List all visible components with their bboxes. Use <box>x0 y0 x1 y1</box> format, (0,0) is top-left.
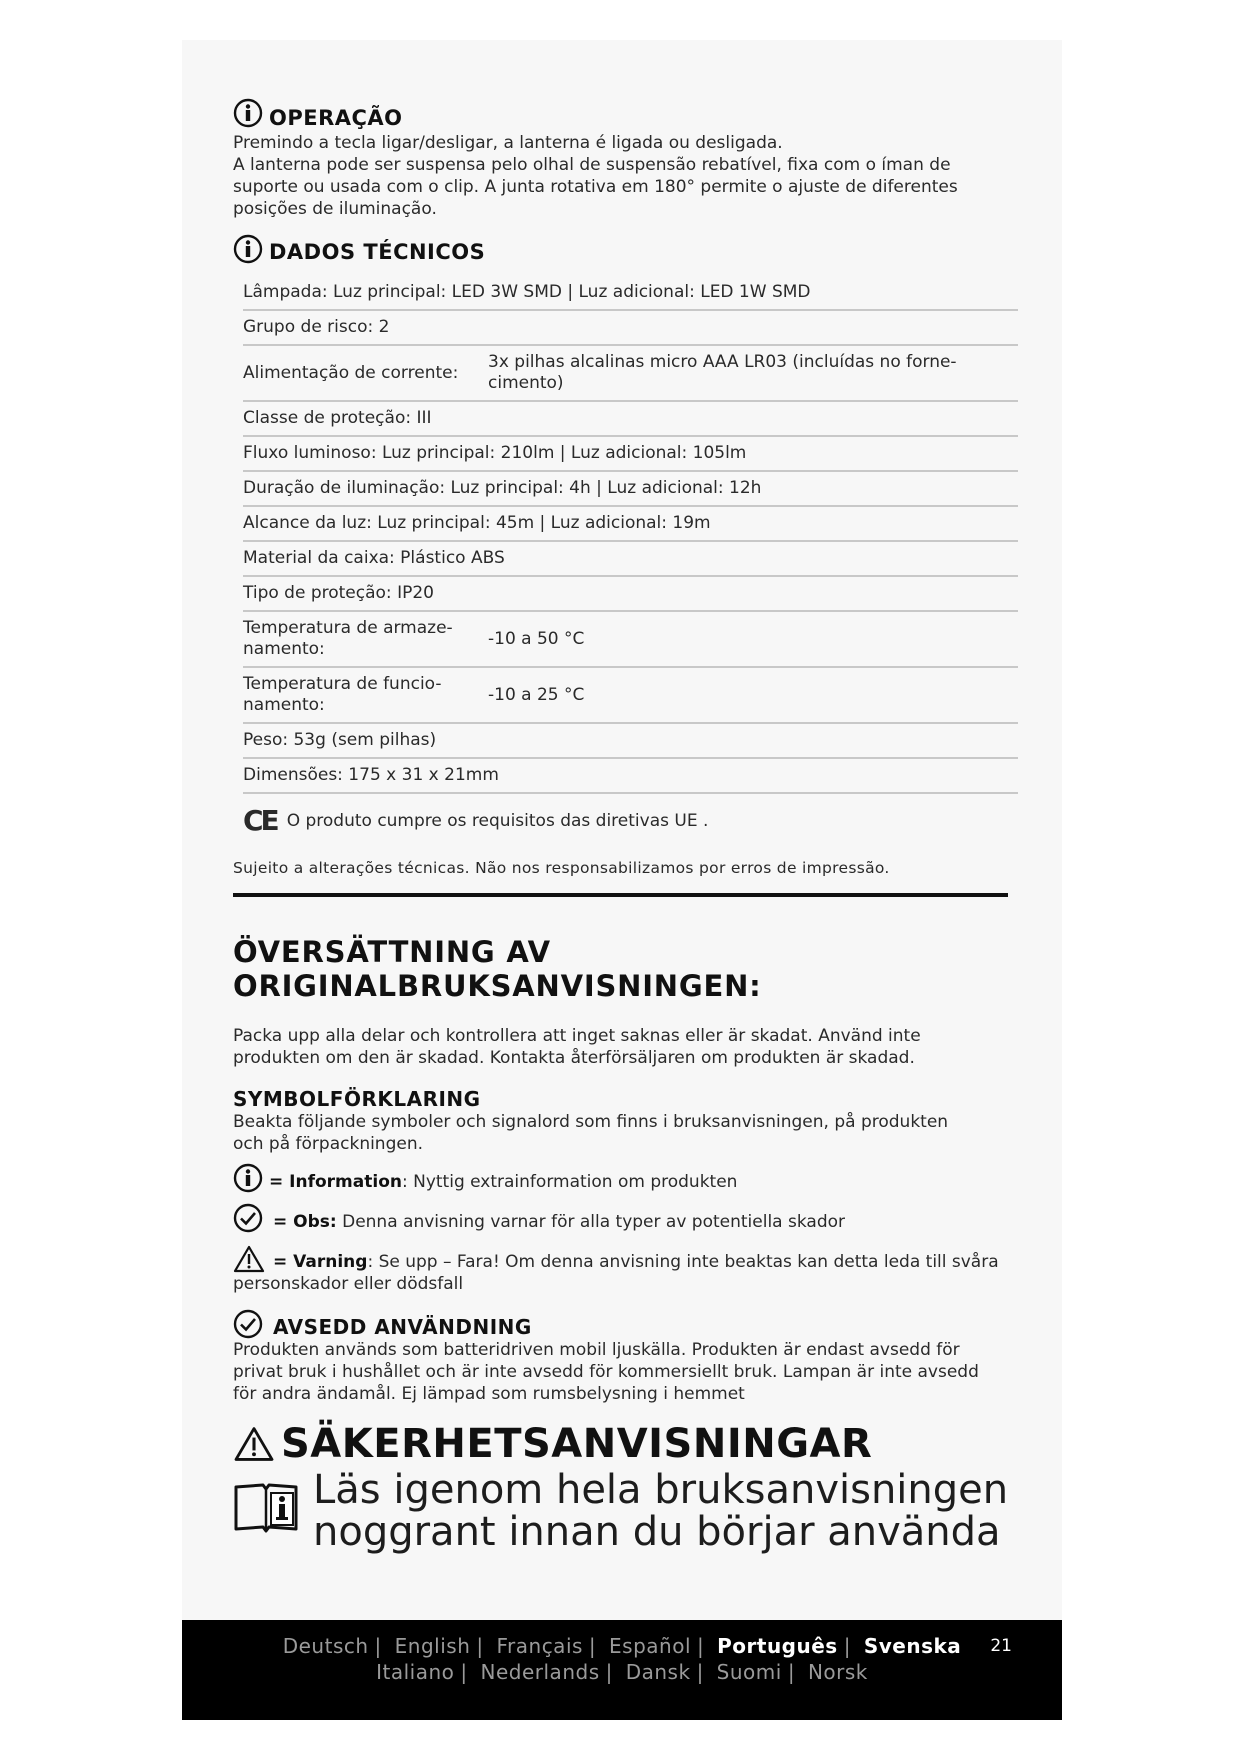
avsedd-title: AVSEDD ANVÄNDNING <box>273 1315 532 1339</box>
lang-link-norsk[interactable]: Norsk <box>807 1660 868 1684</box>
spec-row <box>243 667 1018 723</box>
lang-link-nederlands[interactable]: Nederlands <box>480 1660 600 1684</box>
section-divider <box>233 893 1008 897</box>
spec-row <box>243 506 1018 541</box>
ce-statement <box>243 804 1013 837</box>
check-circle-icon <box>233 1309 263 1339</box>
disclaimer-note: Sujeito a alterações técnicas. Não nos responsabilizamos por erros de impressão. <box>233 859 890 877</box>
read-manual <box>233 1469 1013 1553</box>
spec-label: Temperatura de funcio-namento: <box>243 667 488 723</box>
spec-label: Material da caixa: Plástico ABS <box>243 541 1018 576</box>
spec-label: Duração de iluminação: Luz principal: 4h | Luz adicional: 12h <box>243 471 1018 506</box>
spec-row <box>243 611 1018 667</box>
spec-label: Grupo de risco: 2 <box>243 310 1018 345</box>
legend-obs: = Obs: Denna anvisning varnar för alla typer av potentiella skador <box>233 1203 1013 1233</box>
lang-link-dansk[interactable]: Dansk <box>625 1660 691 1684</box>
spec-row <box>243 436 1018 471</box>
read-manual-text: Läs igenom hela bruksanvisningen noggrant innan du börjar använda <box>313 1467 1009 1555</box>
legend-varning-cont: personskador eller dödsfall <box>233 1274 464 1294</box>
dados-title: DADOS TÉCNICOS <box>269 240 486 264</box>
warning-triangle-icon <box>233 1245 265 1273</box>
manual-book-icon <box>233 1477 299 1535</box>
symbol-title: SYMBOLFÖRKLARING <box>233 1087 481 1111</box>
info-icon <box>233 234 263 264</box>
lang-link-espanol[interactable]: Español <box>609 1634 692 1658</box>
lang-link-francais[interactable]: Français <box>496 1634 583 1658</box>
symbol-intro: Beakta följande symboler och signalord som finns i bruksanvisningen, på produkten och på förpackningen. <box>233 1112 949 1154</box>
language-row-2: Italiano | Nederlands | Dansk | Suomi | Norsk <box>376 1660 868 1684</box>
lang-link-portugues[interactable]: Português <box>717 1634 838 1658</box>
dados-heading <box>233 234 1013 264</box>
operacao-text: Premindo a tecla ligar/desligar, a lanterna é ligada ou desligada. A lanterna pode ser suspensa pelo olhal de suspensão rebatível, fixa com o íman de suporte ou usada com o clip. A junta rotativa em 180° permite o ajuste de diferentes posições de iluminação. <box>233 133 958 219</box>
spec-row <box>243 345 1018 401</box>
spec-row <box>243 723 1018 758</box>
safety-heading <box>233 1421 1013 1467</box>
lang-link-italiano[interactable]: Italiano <box>376 1660 455 1684</box>
spec-label: Peso: 53g (sem pilhas) <box>243 723 1018 758</box>
legend-information: = Information: Nyttig extrainformation om produkten <box>233 1163 1013 1193</box>
spec-label: Tipo de proteção: IP20 <box>243 576 1018 611</box>
spec-label: Classe de proteção: III <box>243 401 1018 436</box>
spec-label: Dimensões: 175 x 31 x 21mm <box>243 758 1018 793</box>
avsedd-text: Produkten används som batteridriven mobil ljuskälla. Produkten är endast avsedd för privat bruk i hushållet och är inte avsedd för kommersiellt bruk. Lampan är inte avsedd för andra ändamål. Ej lämpad som rumsbelysning i hemmet <box>233 1340 979 1404</box>
svenska-title: ÖVERSÄTTNING AV ORIGINALBRUKSANVISNINGEN: <box>233 935 762 1003</box>
page-content <box>233 96 1013 1553</box>
lang-link-svenska[interactable]: Svenska <box>863 1634 962 1658</box>
check-circle-icon <box>233 1203 263 1233</box>
spec-row <box>243 310 1018 345</box>
safety-title: SÄKERHETSANVISNINGAR <box>281 1421 873 1467</box>
avsedd-heading <box>233 1309 1013 1339</box>
spec-row <box>243 401 1018 436</box>
spec-label: Alcance da luz: Luz principal: 45m | Luz adicional: 19m <box>243 506 1018 541</box>
spec-row <box>243 758 1018 793</box>
spec-label: Lâmpada: Luz principal: LED 3W SMD | Luz adicional: LED 1W SMD <box>243 276 1018 310</box>
ce-text: O produto cumpre os requisitos das diretivas UE . <box>286 810 709 831</box>
specs-table <box>243 276 1018 794</box>
info-icon <box>233 98 263 128</box>
spec-label: Fluxo luminoso: Luz principal: 210lm | Luz adicional: 105lm <box>243 436 1018 471</box>
lang-link-deutsch[interactable]: Deutsch <box>282 1634 369 1658</box>
info-icon <box>233 1163 263 1193</box>
spec-value: 3x pilhas alcalinas micro AAA LR03 (incluídas no forne-cimento) <box>488 345 1018 401</box>
spec-row <box>243 576 1018 611</box>
svenska-intro: Packa upp alla delar och kontrollera att inget saknas eller är skadat. Använd inte produkten om den är skadad. Kontakta återförsäljaren om produkten är skadad. <box>233 1026 921 1068</box>
warning-triangle-icon <box>233 1426 275 1462</box>
lang-link-suomi[interactable]: Suomi <box>716 1660 782 1684</box>
operacao-heading <box>233 96 1013 130</box>
operacao-title: OPERAÇÃO <box>269 106 403 130</box>
language-row-1: Deutsch | English | Français | Español | Português | Svenska <box>282 1634 962 1658</box>
spec-value: -10 a 25 °C <box>488 667 1018 723</box>
spec-value: -10 a 50 °C <box>488 611 1018 667</box>
page-number: 21 <box>990 1636 1012 1656</box>
legend-varning: = Varning: Se upp – Fara! Om denna anvisning inte beaktas kan detta leda till svåra <box>233 1245 1013 1273</box>
spec-row <box>243 276 1018 310</box>
spec-row <box>243 471 1018 506</box>
language-footer <box>182 1620 1062 1720</box>
ce-mark-icon: CE <box>243 804 277 837</box>
lang-link-english[interactable]: English <box>394 1634 471 1658</box>
spec-label: Alimentação de corrente: <box>243 345 488 401</box>
spec-label: Temperatura de armaze-namento: <box>243 611 488 667</box>
spec-row <box>243 541 1018 576</box>
